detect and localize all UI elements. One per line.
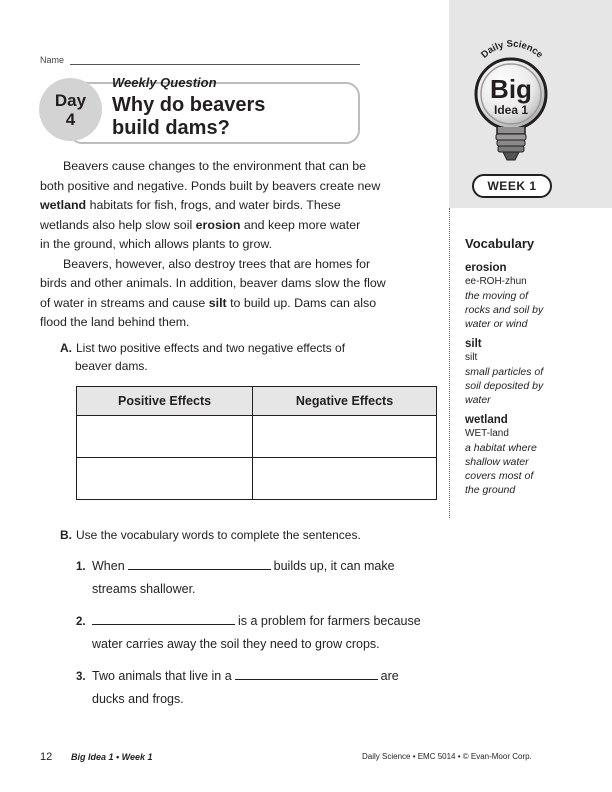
passage-line: Beavers cause changes to the environment that can be	[63, 159, 367, 173]
vocab-definition: small particles of soil deposited by water	[465, 366, 544, 406]
item-number: 3.	[76, 671, 86, 683]
vocab-highlight-wetland: wetland	[40, 198, 87, 212]
fill-in-item-2: 2. is a problem for farmers because water carries away the soil they need to grow crops.	[76, 610, 421, 655]
answer-cell[interactable]	[253, 458, 437, 500]
week-badge: WEEK 1	[472, 174, 552, 198]
vocab-word: erosion	[465, 262, 507, 274]
passage-line: birds and other animals. In addition, beaver dams slow the flow	[40, 276, 386, 290]
vocab-pronunciation: silt	[465, 352, 478, 363]
vocab-highlight-silt: silt	[208, 295, 227, 310]
page-number: 12	[40, 751, 53, 763]
section-b-letter: B.	[60, 528, 72, 542]
section-a-letter: A.	[60, 341, 72, 355]
day-badge	[39, 78, 102, 141]
section-b-prompt	[60, 528, 361, 542]
passage-line: of water in streams and cause silt to build up. Dams can also	[40, 295, 377, 310]
item-number: 2.	[76, 616, 86, 628]
footer-copyright: Daily Science • EMC 5014 • © Evan-Moor Corp.	[362, 752, 532, 761]
vocabulary-panel	[465, 237, 605, 497]
logo-big-text: Big	[490, 74, 532, 104]
vocab-pronunciation: ee-ROH-zhun	[465, 276, 527, 287]
passage-line: in the ground, which allows plants to grow.	[40, 237, 273, 251]
answer-cell[interactable]	[253, 416, 437, 458]
section-a-line-2: beaver dams.	[75, 359, 148, 373]
passage-line: both positive and negative. Ponds built by beavers create new	[40, 178, 381, 193]
big-idea-lightbulb-logo	[461, 34, 561, 170]
fill-in-item-1: 1. When builds up, it can make streams shallower.	[76, 555, 395, 600]
answer-blank[interactable]	[128, 557, 271, 570]
vocab-entry-erosion	[465, 261, 605, 331]
fill-in-item-3: 3. Two animals that live in a are ducks and frogs.	[76, 665, 399, 710]
section-a-line-1: List two positive effects and two negative effects of	[76, 341, 346, 355]
effects-table	[76, 386, 437, 500]
logo-idea-text: Idea 1	[493, 103, 529, 117]
vocab-definition: the moving of rocks and soil by water or wind	[465, 290, 544, 330]
vocab-word: silt	[465, 338, 482, 350]
table-row	[77, 458, 437, 500]
item-number: 1.	[76, 561, 86, 573]
name-field[interactable]	[70, 64, 360, 65]
vocabulary-heading: Vocabulary	[465, 236, 535, 251]
title-line-2: build dams?	[112, 117, 230, 139]
answer-cell[interactable]	[77, 416, 253, 458]
answer-blank[interactable]	[92, 612, 235, 625]
passage-paragraph-2	[40, 255, 440, 333]
column-header-positive-effects: Positive Effects	[77, 387, 253, 416]
footer-unit-label: Big Idea 1 • Week 1	[71, 752, 153, 762]
vocab-definition: a habitat where shallow water covers most of the ground	[465, 442, 537, 496]
section-b-instruction: Use the vocabulary words to complete the sentences.	[76, 528, 361, 542]
vocab-pronunciation: WET-land	[465, 428, 509, 439]
reading-passage	[40, 157, 440, 333]
passage-paragraph-1	[40, 157, 440, 255]
passage-line: flood the land behind them.	[40, 315, 190, 329]
vocab-word: wetland	[465, 414, 508, 426]
column-header-negative-effects: Negative Effects	[253, 387, 437, 416]
page-title	[112, 94, 265, 140]
vocab-entry-silt	[465, 337, 605, 407]
logo-arc-text: Daily Science	[479, 38, 545, 61]
title-line-1: Why do beavers	[112, 94, 266, 116]
vocab-entry-wetland	[465, 413, 605, 497]
answer-blank[interactable]	[235, 667, 378, 680]
sidebar-divider	[449, 208, 450, 518]
answer-cell[interactable]	[77, 458, 253, 500]
passage-line: Beavers, however, also destroy trees that are homes for	[63, 256, 371, 271]
day-number: 4	[65, 109, 76, 129]
table-row	[77, 416, 437, 458]
passage-line: wetlands also help slow soil erosion and keep more water	[40, 217, 361, 232]
weekly-question-label: Weekly Question	[112, 75, 217, 90]
name-label: Name	[40, 55, 65, 65]
vocab-highlight-erosion: erosion	[195, 217, 241, 232]
passage-line: wetland habitats for fish, frogs, and water birds. These	[40, 198, 341, 212]
section-a-prompt	[60, 339, 345, 375]
day-word: Day	[54, 90, 87, 110]
